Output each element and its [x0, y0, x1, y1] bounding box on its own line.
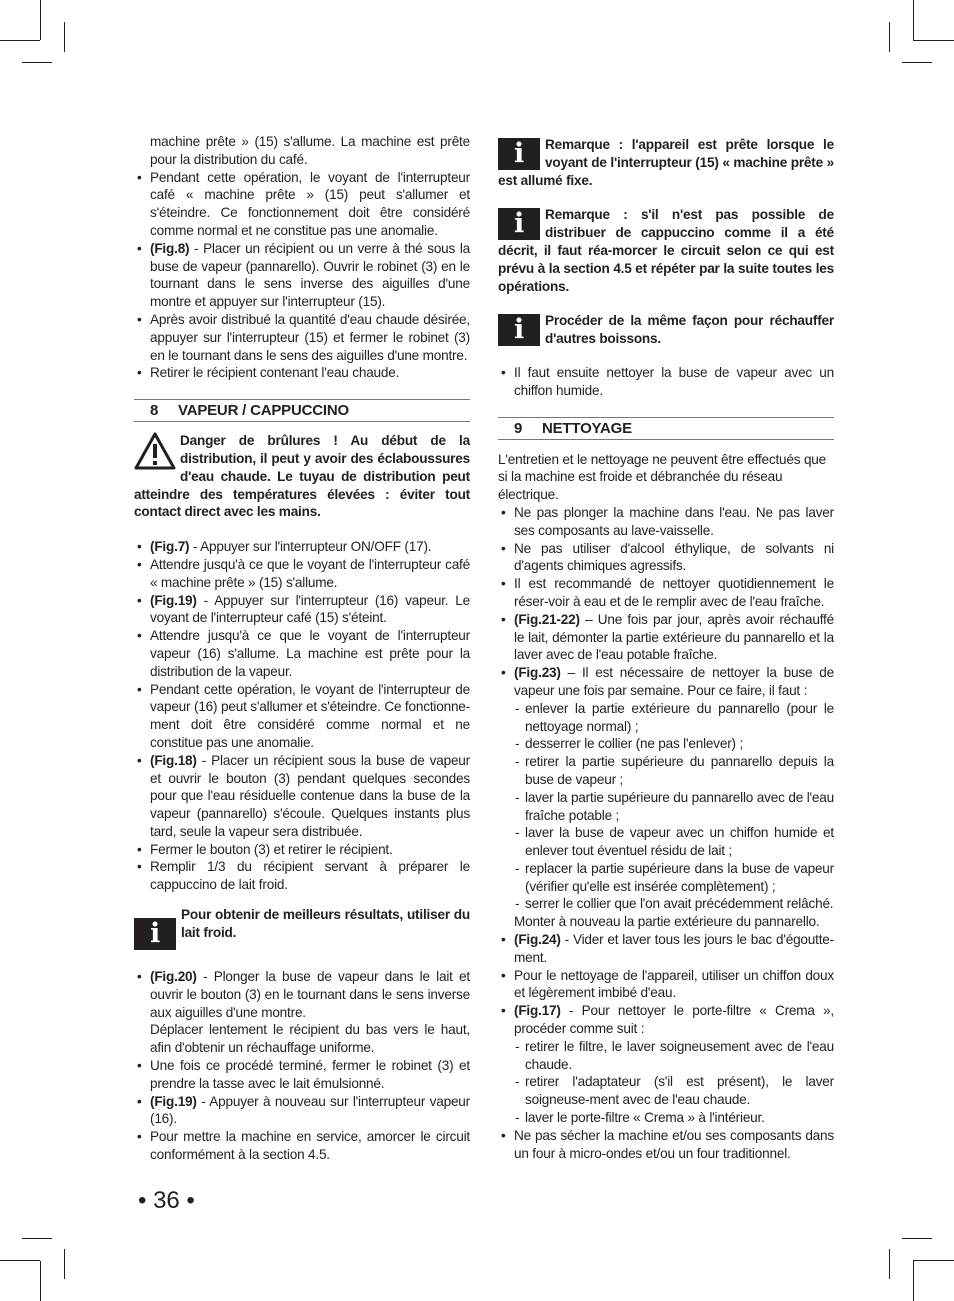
list-item [498, 1002, 834, 1038]
section-number: 8 [150, 402, 159, 420]
list-item [134, 1093, 470, 1129]
list-item-text: - Plonger la buse de vapeur dans le lait et ouvrir le bouton (3) en le tournant dans le sens inverse aux aiguilles d'une montre. [150, 969, 470, 1020]
figure-reference: (Fig.23) [514, 665, 561, 681]
list-item [498, 364, 834, 400]
list-item-text: Pendant cette opération, le voyant de l'interrupteur de vapeur (16) peut s'allumer et s'éteindre. Ce fonctionne-ment doit être considéré comme normal et ne constitue pas une anomalie. [150, 681, 470, 750]
list-item [134, 627, 470, 680]
dash-continuation: Monter à nouveau la partie extérieure du pannarello. [514, 914, 820, 930]
list-item [498, 611, 834, 664]
list-item [134, 1128, 470, 1164]
intro-paragraph: L'entretien et le nettoyage ne peuvent être effectués que si la machine est froide et débranchée du réseau électrique. [498, 451, 827, 503]
crop-mark [22, 1238, 52, 1239]
crop-mark [0, 1260, 40, 1261]
list-item-text: Retirer le récipient contenant l'eau chaude. [150, 365, 400, 381]
list-item [498, 1127, 834, 1163]
crop-mark [913, 1261, 914, 1301]
list-item [134, 556, 470, 592]
list-item-text: Il faut ensuite nettoyer la buse de vapeur avec un chiffon humide. [514, 364, 834, 398]
figure-reference: (Fig.24) [514, 932, 561, 948]
dash-item: - retirer la partie supérieure du pannarello depuis la buse de vapeur ; [514, 753, 834, 789]
warning-triangle-icon [134, 432, 176, 470]
section-9-heading [498, 417, 834, 440]
dash-item: - serrer le collier que l'on avait précédemment relâché. [514, 895, 834, 913]
info-note-text: Procéder de la même façon pour réchauffer d'autres boissons. [545, 313, 834, 347]
crop-mark [64, 22, 65, 52]
page-number: • 36 • [138, 1187, 195, 1214]
list-item-text: Ne pas utiliser d'alcool éthylique, de solvants ni d'agents chimiques agressifs. [514, 540, 834, 574]
list-item-text: Fermer le bouton (3) et retirer le récipient. [150, 841, 393, 857]
list-item-text: Remplir 1/3 du récipient servant à préparer le cappuccino de lait froid. [150, 859, 470, 893]
list-item-text: - Pour nettoyer le porte-filtre « Crema », procéder comme suit : [514, 1003, 834, 1037]
section-8-heading [134, 399, 470, 422]
list-item-text: – Il est nécessaire de nettoyer la buse de vapeur une fois par semaine. Pour ce faire, il faut : [514, 665, 834, 698]
left-column [134, 133, 470, 1164]
info-note-text: Remarque : l'appareil est prête lorsque le voyant de l'interrupteur (15) « machine prête » est allumé fixe. [498, 137, 834, 188]
section-title: VAPEUR / CAPPUCCINO [178, 402, 349, 420]
dash-item: - retirer l'adaptateur (s'il est présent), le laver soigneuse-ment avec de l'eau chaude. [514, 1073, 834, 1109]
list-item [134, 538, 470, 556]
bullet-list [498, 1127, 834, 1163]
list-item-text: - Appuyer à nouveau sur l'interrupteur vapeur (16). [150, 1093, 470, 1127]
figure-reference: (Fig.19) [150, 1093, 197, 1109]
list-item-text: – Une fois par jour, après avoir réchauffé le lait, démonter la partie extérieure du pannarello et la laver avec de l'eau potable fraîche. [514, 611, 834, 663]
bullet-list [498, 364, 834, 400]
right-column [498, 136, 834, 1162]
crop-mark [902, 1238, 932, 1239]
list-item-text: Ne pas sécher la machine et/ou ses composants dans un four à micro-ondes et/ou un four traditionnel. [514, 1127, 834, 1161]
crop-mark [0, 40, 40, 41]
intro-paragraph: machine prête » (15) s'allume. La machine est prête pour la distribution du café. [150, 134, 470, 167]
list-item [134, 968, 470, 1021]
crop-mark [889, 22, 890, 52]
list-item [134, 592, 470, 628]
dash-item: - enlever la partie extérieure du pannarello (pour le nettoyage normal) ; [514, 700, 834, 736]
crop-mark [889, 1249, 890, 1279]
list-item-text: - Appuyer sur l'interrupteur ON/OFF (17). [189, 539, 432, 555]
dash-item: - laver la partie supérieure du pannarello avec de l'eau fraîche potable ; [514, 789, 834, 825]
dash-item: - replacer la partie supérieure dans la buse de vapeur (vérifier qu'elle est insérée complètement) ; [514, 860, 834, 896]
list-item-text: - Appuyer sur l'interrupteur (16) vapeur. Le voyant de l'interrupteur café (15) s'éteint. [150, 592, 470, 626]
list-item [134, 858, 470, 894]
bullet-list [498, 504, 834, 700]
figure-reference: (Fig.18) [150, 752, 197, 768]
info-note [498, 206, 834, 295]
list-item-text: - Vider et laver tous les jours le bac d'égoutte-ment. [514, 932, 834, 965]
list-item-text: Pour le nettoyage de l'appareil, utiliser un chiffon doux et légèrement imbibé d'eau. [514, 967, 834, 1001]
dash-list [514, 700, 834, 914]
info-note [498, 136, 834, 189]
list-item [498, 967, 834, 1003]
bullet-continuation: Déplacer lentement le récipient du bas vers le haut, afin d'obtenir un réchauffage uniforme. [150, 1022, 470, 1056]
list-item [134, 841, 470, 859]
list-item [498, 664, 834, 700]
list-item-text: Il est recommandé de nettoyer quotidiennement le réser-voir à eau et de le remplir avec de l'eau fraîche. [514, 576, 834, 609]
figure-reference: (Fig.21-22) [514, 611, 580, 627]
dash-item: - laver la buse de vapeur avec un chiffon humide et enlever tout éventuel résidu de lait ; [514, 824, 834, 860]
list-item [134, 364, 470, 382]
info-note-text: Remarque : s'il n'est pas possible de distribuer de cappuccino comme il a été décrit, il faut réa-morcer le circuit selon ce qui est prévu à la section 4.5 et répéter par la suite toutes les opérations. [498, 207, 834, 294]
crop-mark [22, 62, 52, 63]
list-item [134, 752, 470, 841]
section-number: 9 [514, 419, 523, 437]
figure-reference: (Fig.8) [150, 240, 190, 256]
list-item-text: Une fois ce procédé terminé, fermer le robinet (3) et prendre la tasse avec le lait émulsionné. [150, 1058, 470, 1091]
info-icon: i [498, 138, 540, 170]
list-item-text: Pendant cette opération, le voyant de l'interrupteur café « machine prête » (15) peut s'allumer et s'éteindre. Ce fonctionnement doit être considéré comme normal et ne constitue pas une anomalie. [150, 169, 470, 238]
warning-note [134, 432, 470, 521]
list-item [498, 504, 834, 540]
info-note-text: Pour obtenir de meilleurs résultats, utiliser du lait froid. [181, 907, 470, 940]
info-icon: i [498, 314, 540, 346]
section-title: NETTOYAGE [542, 419, 632, 437]
crop-mark [40, 1261, 41, 1301]
bullet-list [134, 1057, 470, 1164]
list-item [134, 240, 470, 311]
list-item-text: Attendre jusqu'à ce que le voyant de l'interrupteur vapeur (16) s'allume. La machine est prête pour la distribution de la vapeur. [150, 628, 470, 679]
figure-reference: (Fig.20) [150, 969, 197, 985]
list-item-text: - Placer un récipient sous la buse de vapeur et ouvrir le bouton (3) pendant quelques secondes pour que l'eau résiduelle contenue dans la buse de la vapeur (pannarello) s'écoule. Quelques instants plus tard, seule la vapeur sera distribuée. [150, 752, 470, 839]
info-note [498, 312, 834, 348]
bullet-list [134, 169, 470, 383]
crop-mark [40, 0, 41, 40]
info-note [134, 906, 470, 950]
bullet-list [134, 968, 470, 1021]
crop-mark [913, 40, 954, 41]
list-item [134, 681, 470, 752]
list-item [498, 575, 834, 611]
list-item [134, 311, 470, 364]
list-item-text: Attendre jusqu'à ce que le voyant de l'interrupteur café « machine prête » (15) s'allume. [150, 556, 470, 590]
list-item-text: Ne pas plonger la machine dans l'eau. Ne pas laver ses composants au lave-vaisselle. [514, 504, 834, 538]
dash-item: - desserrer le collier (ne pas l'enlever) ; [514, 735, 834, 753]
crop-mark [64, 1249, 65, 1279]
list-item-text: - Placer un récipient ou un verre à thé sous la buse de vapeur (pannarello). Ouvrir le robinet (3) en le tournant dans le sens inverse des aiguilles d'une montre et appuyer sur l'interrupteur (15). [150, 240, 470, 310]
crop-mark [913, 0, 914, 40]
list-item [498, 931, 834, 967]
figure-reference: (Fig.17) [514, 1003, 561, 1019]
dash-list [514, 1038, 834, 1127]
crop-mark [902, 62, 932, 63]
bullet-list [134, 538, 470, 894]
list-item [498, 540, 834, 576]
dash-item: - laver le porte-filtre « Crema » à l'intérieur. [514, 1109, 834, 1127]
list-item [134, 1057, 470, 1093]
list-item-text: Après avoir distribué la quantité d'eau chaude désirée, appuyer sur l'interrupteur (15) et fermer le robinet (3) en le tournant dans le sens des aiguilles d'une montre. [150, 311, 470, 363]
info-icon: i [134, 918, 176, 950]
list-item-text: Pour mettre la machine en service, amorcer le circuit conformément à la section 4.5. [150, 1129, 470, 1163]
list-item [134, 169, 470, 240]
figure-reference: (Fig.7) [150, 539, 190, 555]
warning-text: Danger de brûlures ! Au début de la distribution, il peut y avoir des éclaboussures d'eau chaude. Le tuyau de distribution peut atteindre des températures élevées : éviter tout contact direct avec les mains. [134, 433, 470, 520]
dash-item: - retirer le filtre, le laver soigneusement avec de l'eau chaude. [514, 1038, 834, 1074]
crop-mark [913, 1260, 954, 1261]
bullet-list [498, 931, 834, 1038]
figure-reference: (Fig.19) [150, 592, 197, 608]
info-icon: i [498, 208, 540, 240]
